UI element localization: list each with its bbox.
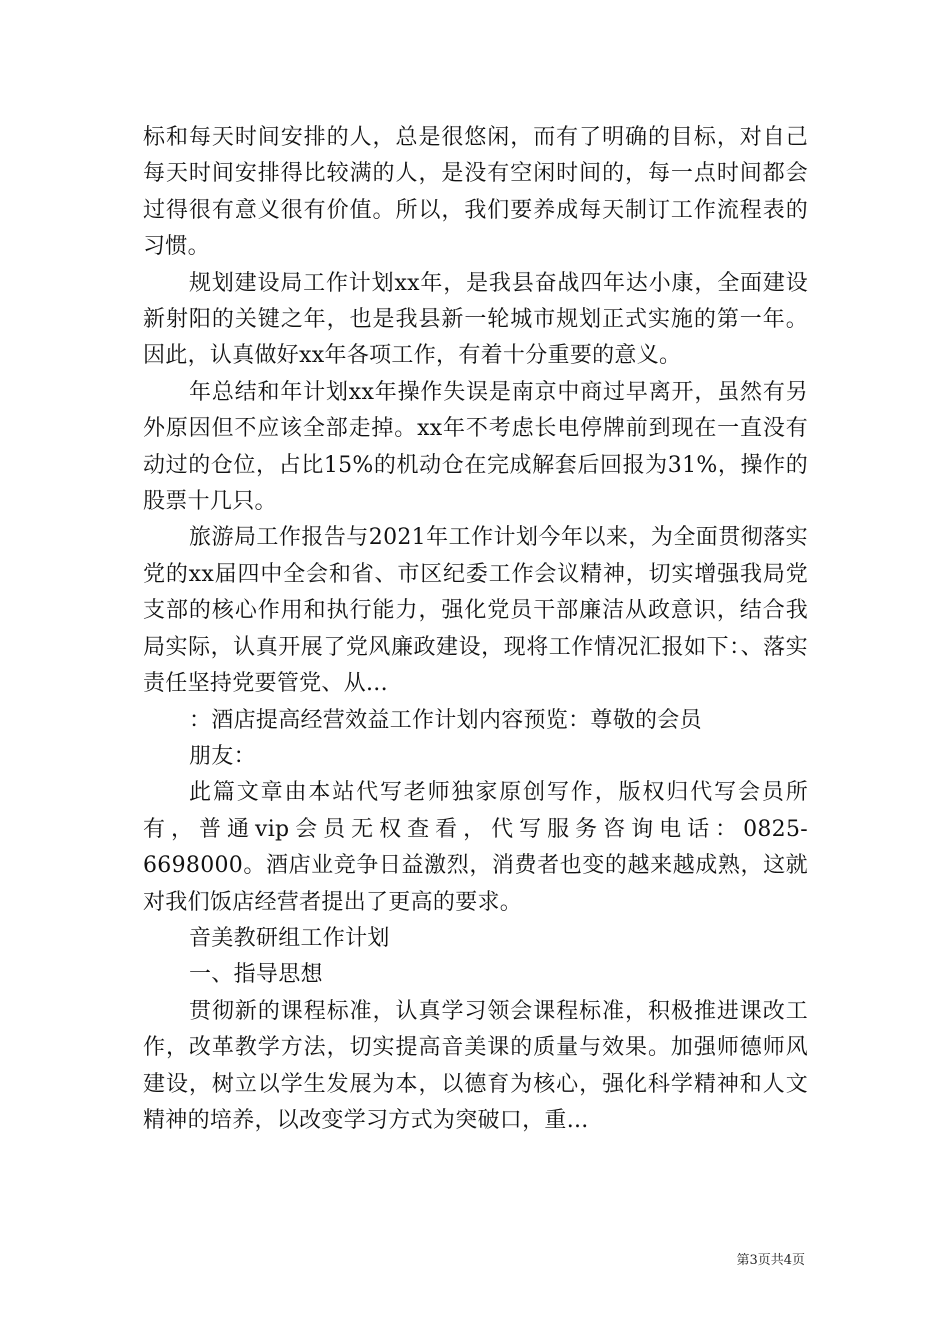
- paragraph-1: 标和每天时间安排的人，总是很悠闲，而有了明确的目标，对自己每天时间安排得比较满的人，是没有空闲时间的，每一点时间都会过得很有意义很有价值。所以，我们要养成每天制订工作流程表的习惯。: [143, 125, 808, 260]
- paragraph-3: 年总结和年计划xx年操作失误是南京中商过早离开，虽然有另外原因但不应该全部走掉。xx年不考虑长电停牌前到现在一直没有动过的仓位，占比15%的机动仓在完成解套后回报为31%，操作的股票十几只。: [143, 379, 808, 515]
- paragraph-6: 朋友：: [189, 743, 256, 769]
- document-body: [143, 120, 808, 1139]
- page-number: 第3页共4页: [736, 1253, 805, 1268]
- paragraph-10: 贯彻新的课程标准，认真学习领会课程标准，积极推进课改工作，改革教学方法，切实提高音美课的质量与效果。加强师德师风建设，树立以学生发展为本，以德育为核心，强化科学精神和人文精神的培养，以改变学习方式为突破口，重...: [143, 998, 808, 1133]
- paragraph-7: 此篇文章由本站代写老师独家原创写作，版权归代写会员所有，普通vip会员无权查看，代写服务咨询电话：0825-6698000。酒店业竞争日益激烈，消费者也变的越来越成熟，这就对我们饭店经营者提出了更高的要求。: [143, 780, 808, 915]
- section-heading: 一、指导思想: [189, 962, 323, 988]
- paragraph-2: 规划建设局工作计划xx年，是我县奋战四年达小康，全面建设新射阳的关键之年，也是我县新一轮城市规划正式实施的第一年。因此，认真做好xx年各项工作，有着十分重要的意义。: [143, 270, 808, 369]
- section-title: 音美教研组工作计划: [189, 925, 390, 951]
- paragraph-4: 旅游局工作报告与2021年工作计划今年以来，为全面贯彻落实党的xx届四中全会和省、市区纪委工作会议精神，切实增强我局党支部的核心作用和执行能力，强化党员干部廉洁从政意识，结合我局实际，认真开展了党风廉政建设，现将工作情况汇报如下：、落实责任坚持党要管党、从...: [143, 525, 808, 697]
- paragraph-5: ：酒店提高经营效益工作计划内容预览：尊敬的会员: [189, 707, 702, 733]
